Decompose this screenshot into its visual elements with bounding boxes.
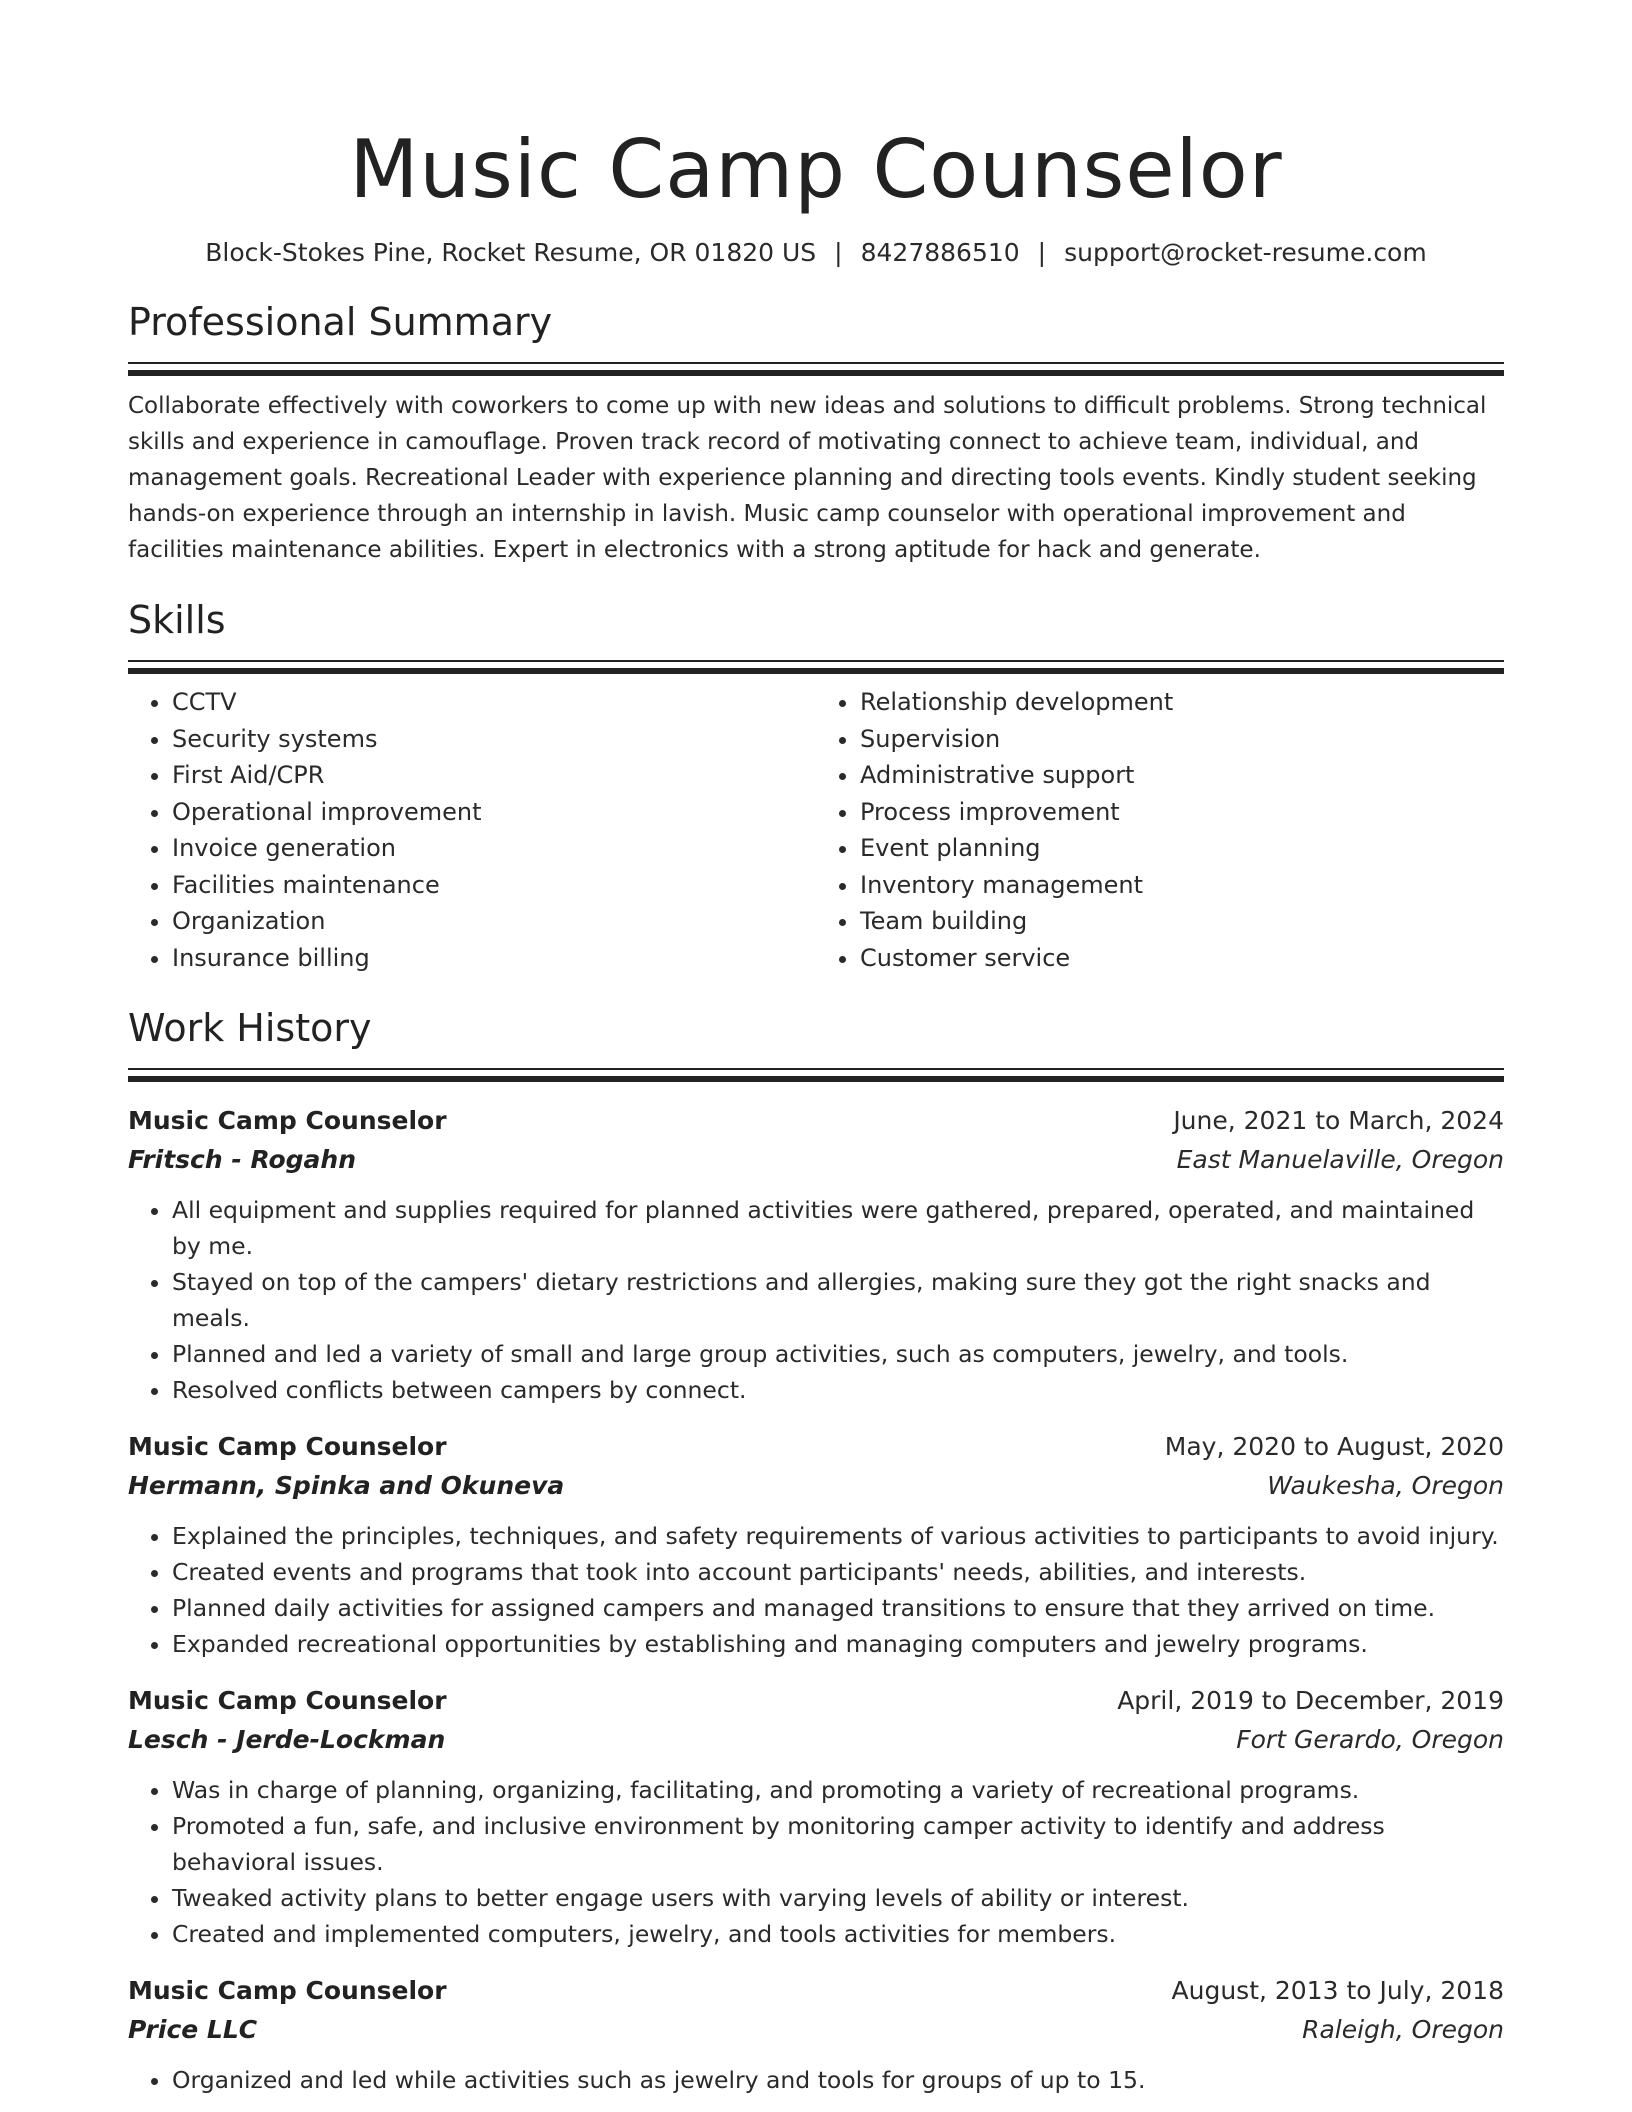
skill-item: • Supervision xyxy=(860,721,1504,758)
job-bullet: • Was in charge of planning, organizing, facilitating, and promoting a variety of recreational programs. xyxy=(172,1772,1504,1808)
summary-heading: Professional Summary xyxy=(128,300,553,344)
skill-item: • Invoice generation xyxy=(172,830,816,867)
contact-separator: | xyxy=(1037,238,1047,267)
skill-item: • First Aid/CPR xyxy=(172,757,816,794)
job-entry xyxy=(128,1428,1504,1662)
job-location: Raleigh, Oregon xyxy=(1302,2015,1504,2044)
summary-section xyxy=(128,298,1504,568)
section-divider xyxy=(128,362,1504,364)
contact-phone: 8427886510 xyxy=(860,238,1020,267)
contact-email: support@rocket-resume.com xyxy=(1064,238,1427,267)
job-bullet: • Expanded recreational opportunities by establishing and managing computers and jewelry programs. xyxy=(172,1626,1504,1662)
job-location: East Manuelaville, Oregon xyxy=(1176,1145,1504,1174)
skills-heading: Skills xyxy=(128,598,226,642)
job-bullet: • Created and implemented computers, jewelry, and tools activities for members. xyxy=(172,1916,1504,1952)
job-company: Fritsch - Rogahn xyxy=(128,1145,357,1174)
contact-line xyxy=(128,236,1504,270)
job-bullet: • Organized and led while activities such as jewelry and tools for groups of up to 15. xyxy=(172,2062,1504,2098)
skill-item: • Inventory management xyxy=(860,867,1504,904)
job-bullet: • Resolved conflicts between campers by connect. xyxy=(172,1372,1504,1408)
job-bullets xyxy=(128,2062,1504,2098)
job-dates: August, 2013 to July, 2018 xyxy=(1171,1976,1504,2005)
skill-item: • Operational improvement xyxy=(172,794,816,831)
skills-list-left xyxy=(128,684,816,976)
job-location: Waukesha, Oregon xyxy=(1267,1471,1504,1500)
contact-address: Block-Stokes Pine, Rocket Resume, OR 01820 US xyxy=(205,238,817,267)
job-bullet: • Planned and led a variety of small and large group activities, such as computers, jewelry, and tools. xyxy=(172,1336,1504,1372)
skill-item: • Security systems xyxy=(172,721,816,758)
skill-item: • Organization xyxy=(172,903,816,940)
job-title: Music Camp Counselor xyxy=(128,1432,447,1461)
skill-item: • Event planning xyxy=(860,830,1504,867)
job-bullets xyxy=(128,1192,1504,1408)
job-company: Price LLC xyxy=(128,2015,258,2044)
skills-list-right xyxy=(816,684,1504,976)
section-divider xyxy=(128,1068,1504,1070)
job-bullets xyxy=(128,1518,1504,1662)
section-divider xyxy=(128,660,1504,662)
job-title: Music Camp Counselor xyxy=(128,1976,447,2005)
skill-item: • Relationship development xyxy=(860,684,1504,721)
job-bullet: • All equipment and supplies required for planned activities were gathered, prepared, operated, and maintained by me. xyxy=(172,1192,1504,1264)
skill-item: • Administrative support xyxy=(860,757,1504,794)
job-company: Hermann, Spinka and Okuneva xyxy=(128,1471,565,1500)
job-bullet: • Stayed on top of the campers' dietary restrictions and allergies, making sure they got the right snacks and meals. xyxy=(172,1264,1504,1336)
job-bullet: • Promoted a fun, safe, and inclusive environment by monitoring camper activity to identify and address behavioral issues. xyxy=(172,1808,1504,1880)
job-bullets xyxy=(128,1772,1504,1952)
job-entry xyxy=(128,1682,1504,1952)
job-bullet: • Tweaked activity plans to better engage users with varying levels of ability or interest. xyxy=(172,1880,1504,1916)
work-history-heading: Work History xyxy=(128,1006,372,1050)
job-title: Music Camp Counselor xyxy=(128,1686,447,1715)
contact-separator: | xyxy=(834,238,843,267)
job-dates: June, 2021 to March, 2024 xyxy=(1173,1106,1504,1135)
job-bullet: • Planned daily activities for assigned campers and managed transitions to ensure that they arrived on time. xyxy=(172,1590,1504,1626)
work-history-section xyxy=(128,1004,1504,2098)
skills-section xyxy=(128,596,1504,976)
job-location: Fort Gerardo, Oregon xyxy=(1236,1725,1504,1754)
summary-text: Collaborate effectively with coworkers to come up with new ideas and solutions to difficult problems. Strong technical skills and experience in camouflage. Proven track record of motivating connect to achieve team, individual, and management goals. Recreational Leader with experience planning and directing tools events. Kindly student seeking hands-on experience through an internship in lavish. Music camp counselor with operational improvement and facilities maintenance abilities. Expert in electronics with a strong aptitude for hack and generate. xyxy=(128,393,1487,563)
job-entry xyxy=(128,1972,1504,2098)
job-title: Music Camp Counselor xyxy=(128,1106,447,1135)
skill-item: • Process improvement xyxy=(860,794,1504,831)
skill-item: • Facilities maintenance xyxy=(172,867,816,904)
skills-columns xyxy=(128,684,1504,976)
job-entry xyxy=(128,1102,1504,1408)
skill-item: • Insurance billing xyxy=(172,940,816,977)
job-bullet: • Explained the principles, techniques, and safety requirements of various activities to participants to avoid injury. xyxy=(172,1518,1504,1554)
skill-item: • Team building xyxy=(860,903,1504,940)
job-dates: May, 2020 to August, 2020 xyxy=(1164,1432,1504,1461)
job-company: Lesch - Jerde-Lockman xyxy=(128,1725,446,1754)
job-dates: April, 2019 to December, 2019 xyxy=(1117,1686,1504,1715)
skill-item: • CCTV xyxy=(172,684,816,721)
resume-name: Music Camp Counselor xyxy=(349,123,1283,216)
job-bullet: • Created events and programs that took into account participants' needs, abilities, and interests. xyxy=(172,1554,1504,1590)
skill-item: • Customer service xyxy=(860,940,1504,977)
